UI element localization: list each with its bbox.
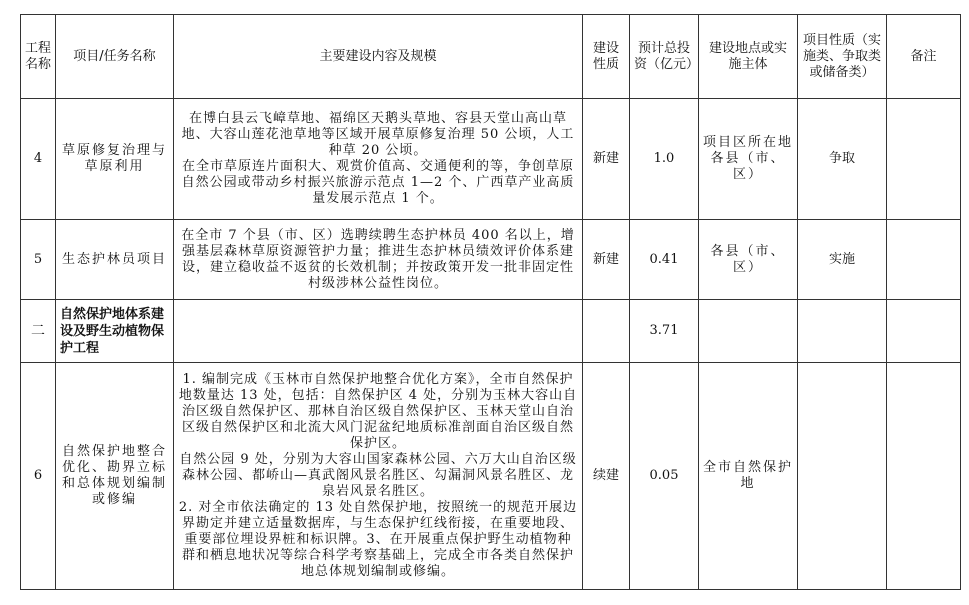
row-location: 项目区所在地各县（市、区） xyxy=(699,99,798,220)
row-remark xyxy=(887,363,961,590)
table-row xyxy=(21,99,961,220)
table-header-row xyxy=(21,15,961,99)
section-content xyxy=(174,300,583,363)
row-category: 争取 xyxy=(798,99,887,220)
section-nature xyxy=(583,300,630,363)
row-investment: 0.41 xyxy=(630,220,699,300)
content-paragraph: 在全市草原连片面积大、观赏价值高、交通便利的等，争创草原自然公园或带动乡村振兴旅游示范点 1—2 个、广西草产业高质量发展示范点 1 个。 xyxy=(181,159,575,206)
row-no: 6 xyxy=(21,363,56,590)
row-nature: 新建 xyxy=(583,220,630,300)
row-remark xyxy=(887,220,961,300)
row-task-name: 生态护林员项目 xyxy=(56,220,174,300)
table-row xyxy=(21,363,961,590)
row-remark xyxy=(887,99,961,220)
content-paragraph: 1. 编制完成《玉林市自然保护地整合优化方案》，全市自然保护地数量达 13 处，包括：自然保护区 4 处，分别为玉林大容山自治区级自然保护区、那林自治区级自然保护区、玉林天堂山自治区级自然保护区和北流大风门泥盆纪地质标准剖面自治区级自然保护区。 xyxy=(178,372,578,451)
header-category: 项目性质（实施类、争取类或储备类） xyxy=(798,15,887,99)
row-task-name: 自然保护地整合优化、勘界立标和总体规划编制或修编 xyxy=(56,363,174,590)
content-paragraph: 在博白县云飞嶂草地、福绵区天鹅头草地、容县天堂山高山草地、大容山莲花池草地等区域开展草原修复治理 50 公顷，人工种草 20 公顷。 xyxy=(181,111,575,158)
row-content xyxy=(174,220,583,300)
section-title: 自然保护地体系建设及野生动植物保护工程 xyxy=(56,300,174,363)
section-remark xyxy=(887,300,961,363)
content-paragraph: 在全市 7 个县（市、区）选聘续聘生态护林员 400 名以上，增强基层森林草原资源管护力量；推进生态护林员绩效评价体系建设，建立稳收益不返贫的长效机制；并按政策开发一批非固定性村级涉林公益性岗位。 xyxy=(181,227,575,291)
header-nature: 建设性质 xyxy=(583,15,630,99)
row-location: 全市自然保护地 xyxy=(699,363,798,590)
row-no: 5 xyxy=(21,220,56,300)
row-location: 各县（市、区） xyxy=(699,220,798,300)
content-paragraph: 2. 对全市依法确定的 13 处自然保护地，按照统一的规范开展边界勘定并建立适量数据库，与生态保护红线衔接，在重要地段、重要部位埋设界桩和标识牌。3、在开展重点保护野生动植物种群和栖息地状况等综合科学考察基础上，完成全市各类自然保护地总体规划编制或修编。 xyxy=(178,500,578,579)
row-content xyxy=(174,99,583,220)
section-location xyxy=(699,300,798,363)
row-category: 实施 xyxy=(798,220,887,300)
row-category xyxy=(798,363,887,590)
header-content: 主要建设内容及规模 xyxy=(174,15,583,99)
header-task-name: 项目/任务名称 xyxy=(56,15,174,99)
section-row xyxy=(21,300,961,363)
content-paragraph: 自然公园 9 处，分别为大容山国家森林公园、六万大山自治区级森林公园、都峤山—真武阁风景名胜区、勾漏洞风景名胜区、龙泉岩风景名胜区。 xyxy=(179,452,577,499)
section-investment: 3.71 xyxy=(630,300,699,363)
section-no: 二 xyxy=(21,300,56,363)
project-table xyxy=(20,14,961,590)
row-nature: 续建 xyxy=(583,363,630,590)
section-category xyxy=(798,300,887,363)
row-nature: 新建 xyxy=(583,99,630,220)
header-investment: 预计总投资（亿元） xyxy=(630,15,699,99)
row-no: 4 xyxy=(21,99,56,220)
row-task-name: 草原修复治理与草原利用 xyxy=(56,99,174,220)
row-content xyxy=(174,363,583,590)
table-row xyxy=(21,220,961,300)
row-investment: 1.0 xyxy=(630,99,699,220)
header-remark: 备注 xyxy=(887,15,961,99)
header-location: 建设地点或实施主体 xyxy=(699,15,798,99)
row-investment: 0.05 xyxy=(630,363,699,590)
header-project-no: 工程名称 xyxy=(21,15,56,99)
